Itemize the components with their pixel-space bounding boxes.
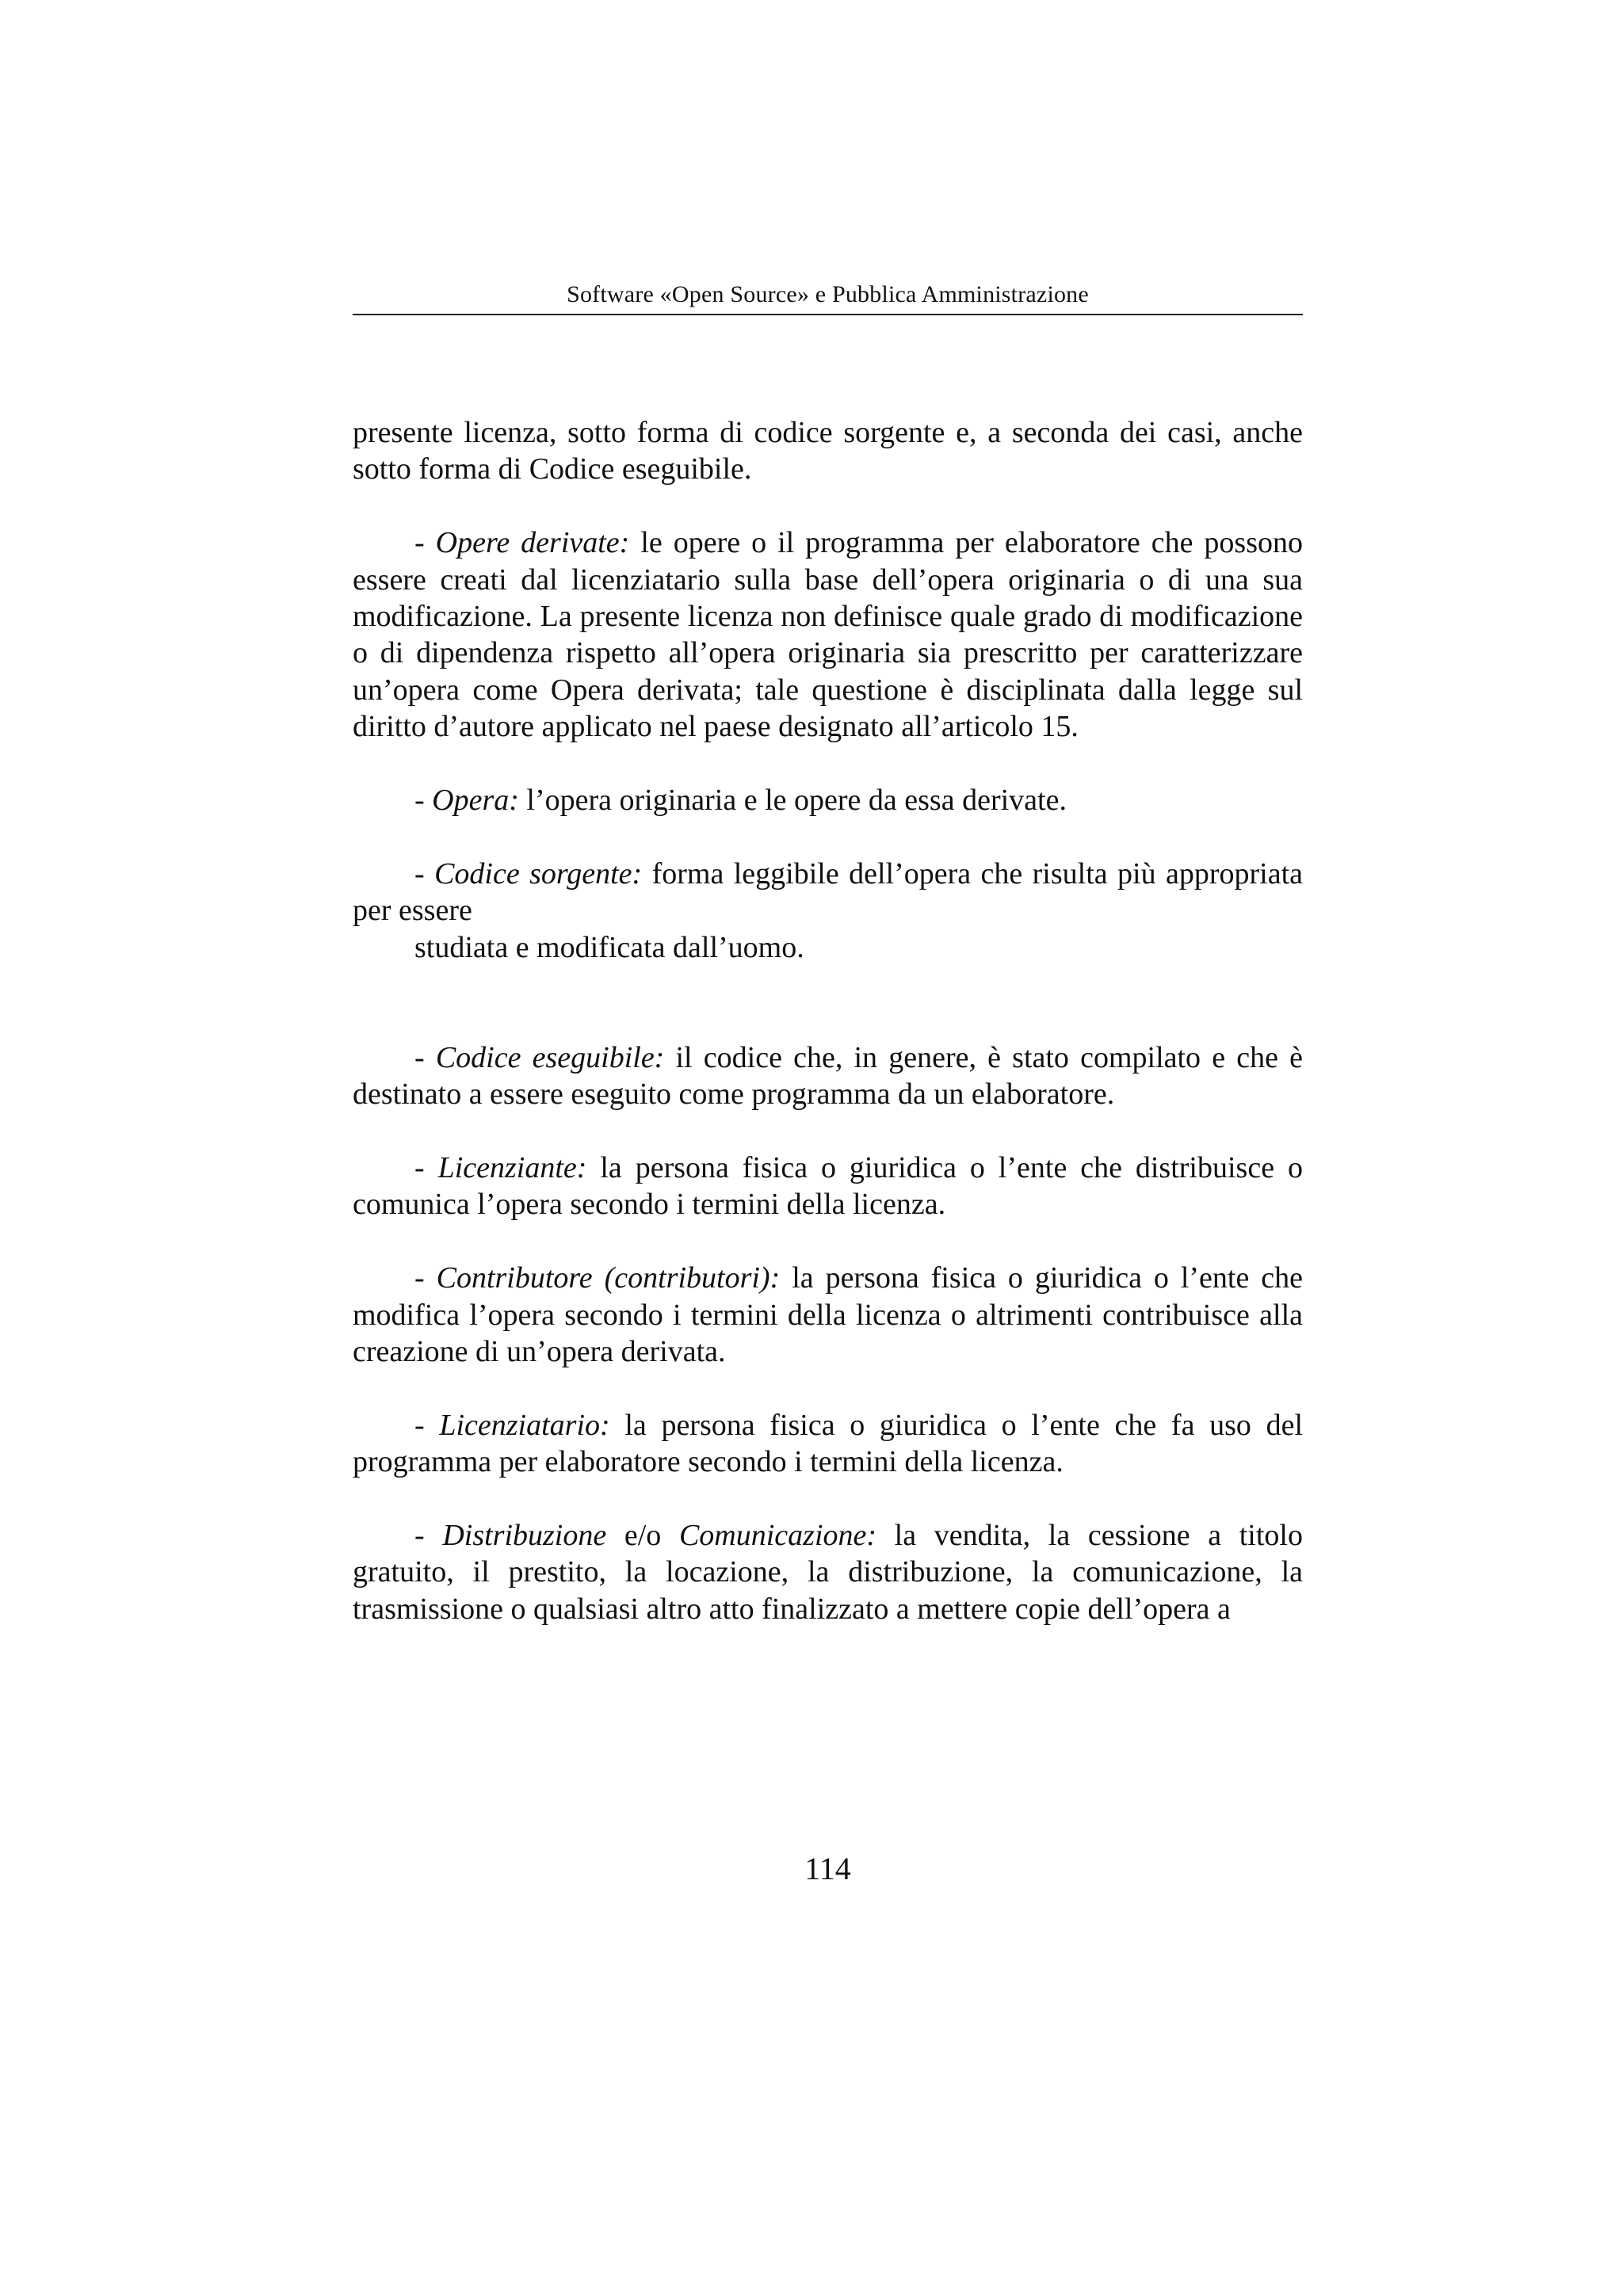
definition-dash: - [414,1040,436,1074]
definition-continuation: studiata e modificata dall’uomo. [414,930,804,964]
definition-term-second: Comunicazione: [678,1519,877,1553]
definition-dash: - [414,784,433,818]
definition-term: Licenziatario: [439,1408,610,1442]
definition-term: Licenziante: [437,1151,587,1185]
definition-text: la persona fisica o giuridica o l’ente che distribuisce o comunica l’opera secondo i termini della licenza. [353,1151,1303,1222]
definition-text: le opere o il programma per elaboratore che possono essere creati dal licenziatario sulla base dell’opera originaria o di una sua modificazione. La presente licenza non definisce quale grado di modificazione o di dipendenza rispetto all’opera originaria sia prescritto per caratterizzare un’opera come Opera derivata; tale questione è disciplinata dalla legge sul diritto d’autore applicato nel paese designato all’articolo 15. [353,526,1303,744]
definition-term: Opera: [432,784,519,818]
definition-term: Distribuzione [442,1519,607,1553]
definition-dash: - [414,1519,443,1553]
definition-dash: - [414,856,435,891]
definition-term: Opere derivate: [435,526,630,560]
definition-term: Contributore (contributori): [436,1261,781,1295]
definition-term: Codice eseguibile: [435,1040,665,1074]
definition-term: Codice sorgente: [434,856,643,891]
header-rule [353,314,1303,315]
definition-opera [353,782,1303,818]
definition-joiner: e/o [606,1519,679,1553]
running-header: Software «Open Source» e Pubblica Amministrazione [567,281,1089,307]
definition-codice-eseguibile [353,1039,1303,1113]
page-number: 114 [804,1851,851,1886]
definition-dash: - [414,1261,437,1295]
definition-text: il codice che, in genere, è stato compilato e che è destinato a essere eseguito come programma da un elaboratore. [353,1040,1303,1112]
definition-text: la persona fisica o giuridica o l’ente che modifica l’opera secondo i termini della licenza o altrimenti contribuisce alla creazione di un’opera derivata. [353,1261,1304,1369]
body-text [353,414,1303,1627]
definition-text: l’opera originaria e le opere da essa derivate. [518,784,1067,818]
definition-text: la persona fisica o giuridica o l’ente che fa uso del programma per elaboratore secondo i termini della licenza. [353,1408,1304,1479]
definition-contributore [353,1260,1303,1370]
definition-licenziatario [353,1407,1303,1481]
paragraph-continued: presente licenza, sotto forma di codice sorgente e, a seconda dei casi, anche sotto forma di Codice eseguibile. [353,416,1303,486]
definition-dash: - [414,526,436,560]
definition-distribuzione-comunicazione [353,1517,1303,1627]
definition-licenziante [353,1150,1303,1223]
definition-opere-derivate [353,524,1303,745]
definition-codice-sorgente [353,856,1303,929]
definition-dash: - [414,1408,440,1442]
definition-dash: - [414,1151,438,1185]
definition-text: forma leggibile dell’opera che risulta più appropriata per essere [353,856,1304,928]
definition-text: la vendita, la cessione a titolo gratuito, il prestito, la locazione, la distribuzione, la comunicazione, la trasmissione o qualsiasi altro atto finalizzato a mettere copie dell’opera a [353,1519,1303,1626]
